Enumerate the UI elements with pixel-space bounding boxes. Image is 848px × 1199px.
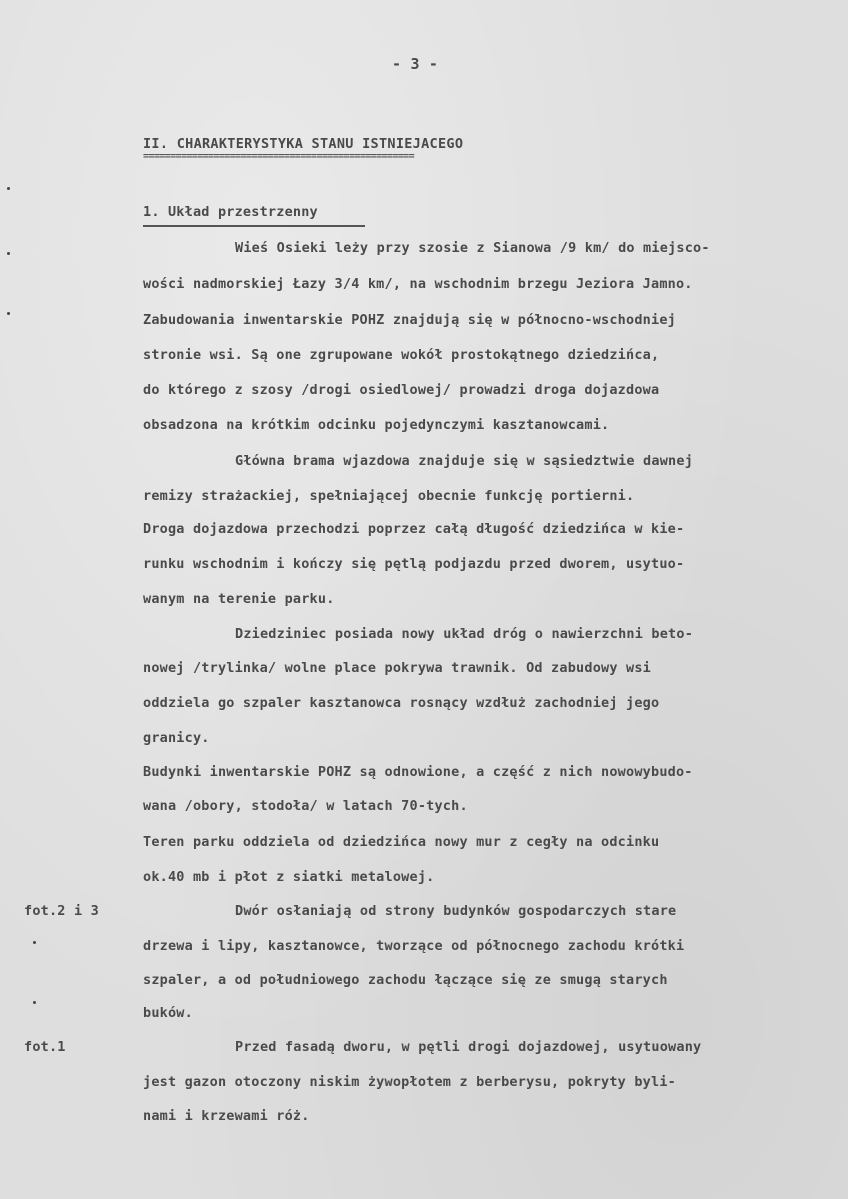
page-number: - 3 -: [392, 55, 439, 73]
text-line: stronie wsi. Są one zgrupowane wokół prostokątnego dziedzińca,: [143, 347, 660, 363]
text-line: Teren parku oddziela od dziedzińca nowy mur z cegły na odcinku: [143, 834, 660, 850]
text-line: runku wschodnim i kończy się pętlą podjazdu przed dworem, usytuo-: [143, 556, 685, 572]
text-line: nami i krzewami róż.: [143, 1108, 310, 1124]
text-line: Droga dojazdowa przechodzi poprzez całą długość dziedzińca w kie-: [143, 521, 685, 537]
text-line: drzewa i lipy, kasztanowce, tworzące od północnego zachodu krótki: [143, 938, 685, 954]
text-line: jest gazon otoczony niskim żywopłotem z berberysu, pokryty byli-: [143, 1074, 676, 1090]
margin-dot: [7, 187, 10, 190]
text-line: Dziedziniec posiada nowy układ dróg o nawierzchni beto-: [235, 626, 694, 642]
text-line: Główna brama wjazdowa znajduje się w sąsiedztwie dawnej: [235, 453, 694, 469]
text-line: Przed fasadą dworu, w pętli drogi dojazdowej, usytuowany: [235, 1039, 702, 1055]
text-line: buków.: [143, 1005, 193, 1021]
text-line: nowej /trylinka/ wolne place pokrywa trawnik. Od zabudowy wsi: [143, 660, 651, 676]
text-line: Dwór osłaniają od strony budynków gospodarczych stare: [235, 903, 677, 919]
text-line: Zabudowania inwentarskie POHZ znajdują się w północno-wschodniej: [143, 312, 676, 328]
text-line: remizy strażackiej, spełniającej obecnie funkcję portierni.: [143, 488, 635, 504]
margin-note-photo-ref: fot.1: [24, 1039, 66, 1055]
text-line: ok.40 mb i płot z siatki metalowej.: [143, 869, 435, 885]
margin-dot: [33, 941, 36, 944]
text-line: granicy.: [143, 730, 210, 746]
margin-dot: [7, 252, 10, 255]
margin-dot: [7, 312, 10, 315]
text-line: szpaler, a od południowego zachodu łączące się ze smugą starych: [143, 972, 668, 988]
margin-note-photo-ref: fot.2 i 3: [24, 903, 99, 919]
text-line: wości nadmorskiej Łazy 3/4 km/, na wschodnim brzegu Jeziora Jamno.: [143, 276, 693, 292]
text-line: obsadzona na krótkim odcinku pojedynczymi kasztanowcami.: [143, 417, 610, 433]
section-title-double-underline: ==================================================: [143, 151, 415, 162]
subsection-underline: [143, 225, 365, 227]
subsection-title: 1. Układ przestrzenny: [143, 204, 318, 220]
margin-dot: [33, 1001, 36, 1004]
text-line: wanym na terenie parku.: [143, 591, 335, 607]
section-title: II. CHARAKTERYSTYKA STANU ISTNIEJACEGO: [143, 136, 464, 152]
text-line: Budynki inwentarskie POHZ są odnowione, a część z nich nowowybudo-: [143, 764, 693, 780]
text-line: Wieś Osieki leży przy szosie z Sianowa /9 km/ do miejsco-: [235, 240, 710, 256]
text-line: wana /obory, stodoła/ w latach 70-tych.: [143, 798, 468, 814]
text-line: do którego z szosy /drogi osiedlowej/ prowadzi droga dojazdowa: [143, 382, 660, 398]
text-line: oddziela go szpaler kasztanowca rosnący wzdłuż zachodniej jego: [143, 695, 660, 711]
